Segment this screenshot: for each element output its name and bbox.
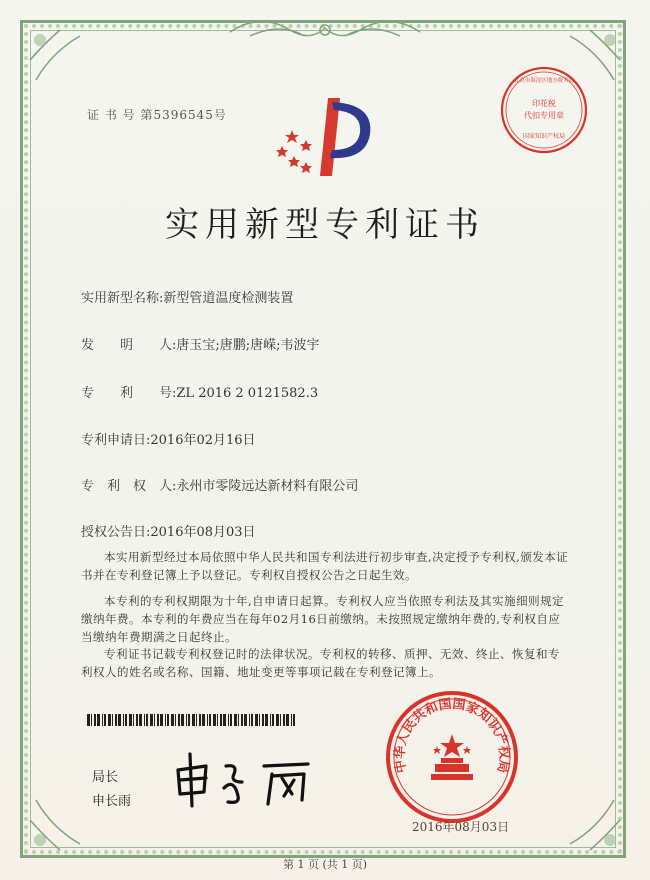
barcode-bar bbox=[230, 714, 232, 726]
body-paragraph-1 bbox=[81, 548, 569, 584]
grant-announcement-value: 2016年08月03日 bbox=[150, 525, 256, 540]
barcode-bar bbox=[259, 714, 260, 726]
barcode-bar bbox=[146, 714, 148, 726]
barcode-bar bbox=[238, 714, 239, 726]
body-paragraph-1-text: 本实用新型经过本局依照中华人民共和国专利法进行初步审查,决定授予专利权,颁发本证书并在专利登记簿上予以登记。专利权自授权公告之日起生效。 bbox=[81, 550, 569, 582]
utility-name-field bbox=[81, 287, 293, 306]
barcode-bar bbox=[202, 714, 205, 726]
barcode-bar bbox=[123, 714, 124, 726]
seal-text: 中华人民共和国国家知识产权局 bbox=[392, 696, 512, 775]
barcode-bar bbox=[133, 714, 134, 726]
barcode-bar bbox=[91, 714, 92, 726]
barcode-bar bbox=[286, 714, 289, 726]
svg-text:国家知识产权局: 国家知识产权局 bbox=[522, 133, 566, 140]
grant-announcement-field bbox=[81, 521, 256, 540]
patentee-label: 专 利 权 人: bbox=[81, 479, 177, 494]
seal-date: 2016年08月03日 bbox=[412, 820, 510, 834]
barcode-bar bbox=[265, 714, 268, 726]
barcode-bar bbox=[87, 714, 90, 726]
barcode-bar bbox=[293, 714, 295, 726]
patentee-value: 永州市零陵远达新材料有限公司 bbox=[176, 479, 359, 494]
barcode-bar bbox=[251, 714, 253, 726]
barcode-bar bbox=[171, 714, 174, 726]
director-title: 局长 bbox=[92, 770, 119, 785]
barcode-bar bbox=[154, 714, 155, 726]
barcode-bar bbox=[207, 714, 208, 726]
page-number: 第 1 页 (共 1 页) bbox=[282, 858, 368, 871]
barcode-bar bbox=[186, 714, 187, 726]
certificate-number: 证 书 号 第5396545号 bbox=[87, 108, 227, 122]
barcode-bar bbox=[262, 714, 264, 726]
barcode-bar bbox=[188, 714, 190, 726]
barcode-bar bbox=[165, 714, 166, 726]
sipo-official-seal bbox=[383, 688, 521, 826]
barcode-bar bbox=[209, 714, 211, 726]
barcode-bar bbox=[125, 714, 127, 726]
barcode-bar bbox=[157, 714, 159, 726]
barcode-bar bbox=[192, 714, 195, 726]
barcode-bar bbox=[118, 714, 121, 726]
inventors-label: 发 明 人: bbox=[81, 338, 177, 353]
barcode-bar bbox=[181, 714, 184, 726]
barcode-bar bbox=[129, 714, 132, 726]
barcode-bar bbox=[112, 714, 113, 726]
grant-announcement-label: 授权公告日: bbox=[81, 525, 151, 540]
patent-number-field bbox=[81, 382, 318, 401]
barcode-bar bbox=[144, 714, 145, 726]
tax-seal-stamp bbox=[498, 64, 590, 156]
filing-date-field bbox=[81, 429, 256, 448]
barcode-bar bbox=[196, 714, 197, 726]
barcode-bar bbox=[241, 714, 243, 726]
barcode-bar bbox=[291, 714, 292, 726]
barcode-bar bbox=[280, 714, 281, 726]
barcode-bar bbox=[249, 714, 250, 726]
utility-name-label: 实用新型名称: bbox=[81, 291, 164, 306]
barcode-bar bbox=[220, 714, 222, 726]
barcode-bar bbox=[139, 714, 142, 726]
barcode-bar bbox=[94, 714, 96, 726]
barcode-bar bbox=[136, 714, 138, 726]
barcode-bar bbox=[102, 714, 103, 726]
body-paragraph-2-text: 本专利的专利权期限为十年,自申请日起算。专利权人应当依照专利法及其实施细则规定缴纳年费。本专利的年费应当在每年02月16日前缴纳。未按照规定缴纳年费的,专利权自应当缴纳年费期满之日起终止。 bbox=[81, 594, 565, 644]
svg-text:北京市海淀区地方税务局: 北京市海淀区地方税务局 bbox=[513, 78, 575, 84]
barcode bbox=[87, 714, 299, 726]
sipo-logo-icon bbox=[270, 88, 380, 183]
barcode-bar bbox=[234, 714, 237, 726]
barcode-bar bbox=[115, 714, 117, 726]
barcode-bar bbox=[104, 714, 106, 726]
svg-text:印花税: 印花税 bbox=[532, 99, 556, 108]
barcode-bar bbox=[178, 714, 180, 726]
filing-date-label: 专利申请日: bbox=[81, 433, 151, 448]
barcode-bar bbox=[276, 714, 279, 726]
svg-text:代扣专用章: 代扣专用章 bbox=[524, 111, 564, 120]
barcode-bar bbox=[150, 714, 153, 726]
patentee-field bbox=[81, 475, 358, 494]
body-paragraph-3 bbox=[81, 645, 569, 681]
patent-number-label: 专 利 号: bbox=[81, 386, 177, 401]
barcode-bar bbox=[160, 714, 163, 726]
handwritten-signature bbox=[168, 748, 318, 808]
filing-date-value: 2016年02月16日 bbox=[150, 433, 256, 448]
inventors-value: 唐玉宝;唐鹏;唐嵘;韦波宇 bbox=[176, 338, 320, 353]
barcode-bar bbox=[244, 714, 247, 726]
director-name: 申长雨 bbox=[92, 794, 132, 809]
barcode-bar bbox=[228, 714, 229, 726]
certificate-title: 实用新型专利证书 bbox=[165, 205, 485, 245]
barcode-bar bbox=[255, 714, 258, 726]
barcode-bar bbox=[223, 714, 226, 726]
barcode-bar bbox=[175, 714, 176, 726]
utility-name-value: 新型管道温度检测装置 bbox=[163, 291, 294, 306]
barcode-bar bbox=[199, 714, 201, 726]
body-paragraph-2 bbox=[81, 592, 569, 646]
barcode-bar bbox=[167, 714, 169, 726]
barcode-bar bbox=[270, 714, 271, 726]
barcode-bar bbox=[217, 714, 218, 726]
inventors-field bbox=[81, 334, 320, 353]
barcode-bar bbox=[272, 714, 274, 726]
barcode-bar bbox=[213, 714, 216, 726]
body-paragraph-3-text: 专利证书记载专利权登记时的法律状况。专利权的转移、质押、无效、终止、恢复和专利权人的姓名或名称、国籍、地址变更等事项记载在专利登记簿上。 bbox=[81, 647, 560, 679]
patent-number-value: ZL 2016 2 0121582.3 bbox=[176, 386, 319, 401]
barcode-bar bbox=[97, 714, 100, 726]
barcode-bar bbox=[283, 714, 285, 726]
barcode-bar bbox=[108, 714, 111, 726]
